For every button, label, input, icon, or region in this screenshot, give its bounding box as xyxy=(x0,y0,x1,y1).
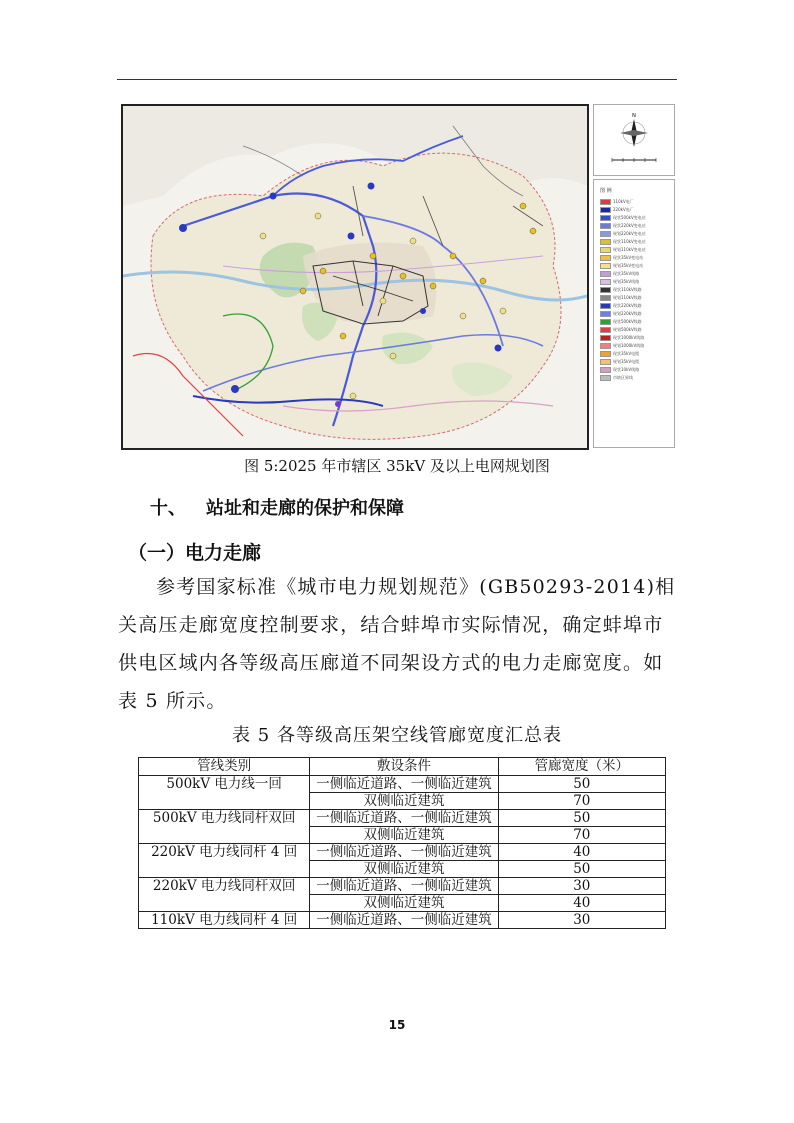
legend-item xyxy=(600,238,670,246)
section-title: 站址和走廊的保护和保障 xyxy=(206,498,404,519)
legend-swatch xyxy=(600,263,611,269)
page-number: 15 xyxy=(388,1018,406,1032)
cell-category: 220kV 电力线同杆双回 xyxy=(139,878,310,912)
legend-item xyxy=(600,278,670,286)
table-header-row xyxy=(139,758,666,776)
corridor-width-table xyxy=(138,757,666,929)
legend-item xyxy=(600,366,670,374)
cell-width: 50 xyxy=(498,776,665,793)
table-row xyxy=(139,844,666,861)
cell-condition: 双侧临近建筑 xyxy=(310,793,498,810)
map-legend xyxy=(593,179,675,448)
legend-label: 规划220kV线路 xyxy=(613,311,642,316)
cell-width: 70 xyxy=(498,827,665,844)
legend-item xyxy=(600,350,670,358)
legend-label: 现状35kV线路 xyxy=(613,271,640,276)
legend-swatch xyxy=(600,215,611,221)
legend-item xyxy=(600,286,670,294)
cell-condition: 一侧临近道路、一侧临近建筑 xyxy=(310,844,498,861)
legend-item xyxy=(600,334,670,342)
legend-label: 规划110kV线路 xyxy=(613,295,642,300)
header-width: 管廊宽度（米） xyxy=(498,758,665,776)
figure-caption: 图 5:2025 年市辖区 35kV 及以上电网规划图 xyxy=(244,457,550,475)
table-title: 表 5 各等级高压架空线管廊宽度汇总表 xyxy=(232,725,562,746)
legend-item xyxy=(600,294,670,302)
legend-item xyxy=(600,230,670,238)
table-row xyxy=(139,776,666,793)
legend-swatch xyxy=(600,335,611,341)
table-row xyxy=(139,912,666,929)
header-condition: 敷设条件 xyxy=(310,758,498,776)
legend-item xyxy=(600,254,670,262)
legend-item xyxy=(600,374,670,382)
svg-text:N: N xyxy=(632,113,636,119)
legend-swatch xyxy=(600,311,611,317)
legend-label: 市辖区界线 xyxy=(613,375,633,380)
legend-label: 现状500kV线路 xyxy=(613,319,642,324)
cell-category: 110kV 电力线同杆 4 回 xyxy=(139,912,310,929)
legend-label: 规划220kV变电站 xyxy=(613,231,646,236)
body-paragraph: 参考国家标准《城市电力规划规范》(GB50293-2014)相关高压走廊宽度控制要求，结合蚌埠市实际情况，确定蚌埠市供电区域内各等级高压廊道不同架设方式的电力走廊宽度。如表 5 所示。 xyxy=(118,576,676,712)
legend-swatch xyxy=(600,279,611,285)
legend-swatch xyxy=(600,375,611,381)
legend-swatch xyxy=(600,319,611,325)
legend-label: 规划1000kV线路 xyxy=(613,343,645,348)
legend-title: 图 例 xyxy=(600,188,612,194)
legend-item xyxy=(600,198,670,206)
compass-icon xyxy=(594,105,674,175)
legend-swatch xyxy=(600,343,611,349)
cell-width: 70 xyxy=(498,793,665,810)
cell-width: 30 xyxy=(498,912,665,929)
cell-width: 30 xyxy=(498,878,665,895)
cell-condition: 双侧临近建筑 xyxy=(310,827,498,844)
legend-label: 规划500kV线路 xyxy=(613,327,642,332)
legend-item xyxy=(600,214,670,222)
cell-condition: 一侧临近道路、一侧临近建筑 xyxy=(310,912,498,929)
legend-swatch xyxy=(600,359,611,365)
legend-item xyxy=(600,358,670,366)
power-grid-map xyxy=(121,104,589,450)
cell-width: 50 xyxy=(498,861,665,878)
legend-label: 现状220kV变电站 xyxy=(613,223,646,228)
legend-swatch xyxy=(600,199,611,205)
legend-swatch xyxy=(600,255,611,261)
section-number: 十、 xyxy=(150,498,186,519)
legend-label: 现状110kV线路 xyxy=(613,287,642,292)
table-row xyxy=(139,878,666,895)
legend-swatch xyxy=(600,295,611,301)
legend-label: 现状35kV变电站 xyxy=(613,255,644,260)
legend-swatch xyxy=(600,351,611,357)
legend-swatch xyxy=(600,239,611,245)
legend-label: 现状35kV电缆 xyxy=(613,351,640,356)
legend-item xyxy=(600,310,670,318)
cell-condition: 一侧临近道路、一侧临近建筑 xyxy=(310,776,498,793)
legend-label: 现状10kV线路 xyxy=(613,367,640,372)
legend-swatch xyxy=(600,287,611,293)
header-rule xyxy=(117,79,677,80)
legend-label: 220kV电厂 xyxy=(613,207,634,212)
legend-swatch xyxy=(600,327,611,333)
subsection-heading: （一）电力走廊 xyxy=(128,542,262,564)
legend-swatch xyxy=(600,271,611,277)
legend-swatch xyxy=(600,367,611,373)
cell-width: 50 xyxy=(498,810,665,827)
legend-item xyxy=(600,222,670,230)
legend-item xyxy=(600,246,670,254)
cell-condition: 一侧临近道路、一侧临近建筑 xyxy=(310,878,498,895)
legend-item xyxy=(600,270,670,278)
legend-swatch xyxy=(600,223,611,229)
cell-width: 40 xyxy=(498,844,665,861)
legend-label: 规划35kV线路 xyxy=(613,279,640,284)
legend-item xyxy=(600,206,670,214)
legend-item xyxy=(600,318,670,326)
legend-swatch xyxy=(600,303,611,309)
legend-label: 现状220kV线路 xyxy=(613,303,642,308)
legend-swatch xyxy=(600,231,611,237)
legend-label: 110kV电厂 xyxy=(613,199,634,204)
legend-item xyxy=(600,262,670,270)
compass-scale-box xyxy=(593,104,675,176)
map-graphic xyxy=(123,106,587,448)
cell-category: 500kV 电力线同杆双回 xyxy=(139,810,310,844)
cell-condition: 双侧临近建筑 xyxy=(310,895,498,912)
legend-item xyxy=(600,302,670,310)
legend-item xyxy=(600,342,670,350)
legend-label: 现状110kV变电站 xyxy=(613,239,646,244)
cell-condition: 双侧临近建筑 xyxy=(310,861,498,878)
header-category: 管线类别 xyxy=(139,758,310,776)
table-row xyxy=(139,810,666,827)
legend-label: 现状500kV变电站 xyxy=(613,215,646,220)
legend-item xyxy=(600,326,670,334)
section-heading xyxy=(150,494,404,520)
legend-swatch xyxy=(600,247,611,253)
legend-label: 规划35kV变电站 xyxy=(613,263,644,268)
cell-category: 500kV 电力线一回 xyxy=(139,776,310,810)
legend-swatch xyxy=(600,207,611,213)
cell-condition: 一侧临近道路、一侧临近建筑 xyxy=(310,810,498,827)
legend-label: 规划110kV变电站 xyxy=(613,247,646,252)
legend-label: 现状1000kV线路 xyxy=(613,335,645,340)
cell-width: 40 xyxy=(498,895,665,912)
cell-category: 220kV 电力线同杆 4 回 xyxy=(139,844,310,878)
legend-label: 规划35kV电缆 xyxy=(613,359,640,364)
